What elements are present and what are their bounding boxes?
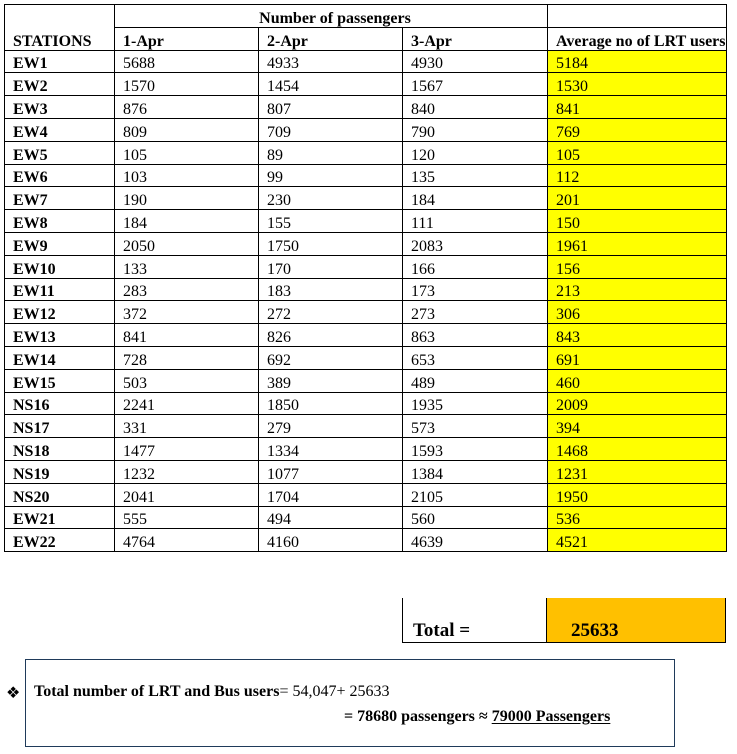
station-cell: EW13 (5, 324, 115, 347)
station-cell: EW9 (5, 232, 115, 255)
average-cell: 1950 (548, 483, 727, 506)
date-header-3: 3-Apr (403, 27, 548, 50)
summary-rounded: 79000 Passengers (491, 708, 611, 725)
stations-header: STATIONS (5, 5, 115, 51)
station-cell: EW2 (5, 73, 115, 96)
apr3-cell: 1593 (403, 438, 548, 461)
table-row (5, 118, 727, 141)
summary-line-2 (344, 708, 610, 726)
average-cell: 460 (548, 369, 727, 392)
apr2-cell: 1750 (259, 232, 403, 255)
apr3-cell: 135 (403, 164, 548, 187)
average-cell: 105 (548, 141, 727, 164)
station-cell: NS20 (5, 483, 115, 506)
table-row (5, 415, 727, 438)
table-row (5, 187, 727, 210)
date-header-2: 2-Apr (259, 27, 403, 50)
average-cell: 841 (548, 96, 727, 119)
apr2-cell: 4160 (259, 529, 403, 552)
apr3-cell: 1384 (403, 460, 548, 483)
station-cell: NS17 (5, 415, 115, 438)
table-row (5, 529, 727, 552)
apr3-cell: 653 (403, 346, 548, 369)
date-header-1: 1-Apr (115, 27, 259, 50)
average-cell: 156 (548, 255, 727, 278)
diamond-bullet-icon: ❖ (6, 683, 21, 702)
table-row (5, 96, 727, 119)
table-row (5, 210, 727, 233)
apr3-cell: 573 (403, 415, 548, 438)
apr3-cell: 4930 (403, 50, 548, 73)
table-row (5, 324, 727, 347)
apr1-cell: 2241 (115, 392, 259, 415)
summary-note (25, 659, 675, 747)
station-cell: EW8 (5, 210, 115, 233)
station-cell: EW3 (5, 96, 115, 119)
apr3-cell: 489 (403, 369, 548, 392)
header-row-1 (5, 5, 727, 28)
summary-label: Total number of LRT and Bus users (34, 683, 280, 700)
apr1-cell: 1232 (115, 460, 259, 483)
total-label: Total = (413, 620, 471, 641)
average-header: Average no of LRT users (548, 27, 727, 50)
station-cell: EW12 (5, 301, 115, 324)
apr2-cell: 272 (259, 301, 403, 324)
apr1-cell: 2041 (115, 483, 259, 506)
apr1-cell: 1570 (115, 73, 259, 96)
apr2-cell: 183 (259, 278, 403, 301)
apr3-cell: 2083 (403, 232, 548, 255)
average-cell: 843 (548, 324, 727, 347)
table-row (5, 438, 727, 461)
apr2-cell: 89 (259, 141, 403, 164)
apr2-cell: 692 (259, 346, 403, 369)
apr3-cell: 166 (403, 255, 548, 278)
table-row (5, 506, 727, 529)
summary-line-1 (34, 683, 389, 701)
total-label-cell (402, 598, 547, 643)
station-cell: NS19 (5, 460, 115, 483)
apr1-cell: 728 (115, 346, 259, 369)
table-row (5, 460, 727, 483)
table-row (5, 392, 727, 415)
apr1-cell: 103 (115, 164, 259, 187)
apr1-cell: 4764 (115, 529, 259, 552)
table-row (5, 141, 727, 164)
station-cell: EW1 (5, 50, 115, 73)
apr3-cell: 840 (403, 96, 548, 119)
average-cell: 4521 (548, 529, 727, 552)
apr2-cell: 1704 (259, 483, 403, 506)
station-cell: EW21 (5, 506, 115, 529)
passengers-group-header: Number of passengers (115, 5, 548, 28)
average-cell: 769 (548, 118, 727, 141)
table-row (5, 483, 727, 506)
apr1-cell: 331 (115, 415, 259, 438)
apr2-cell: 4933 (259, 50, 403, 73)
apr2-cell: 99 (259, 164, 403, 187)
table-row (5, 50, 727, 73)
apr1-cell: 190 (115, 187, 259, 210)
apr2-cell: 807 (259, 96, 403, 119)
average-cell: 2009 (548, 392, 727, 415)
station-cell: EW4 (5, 118, 115, 141)
apr2-cell: 170 (259, 255, 403, 278)
apr2-cell: 230 (259, 187, 403, 210)
summary-sum: = 54,047+ 25633 (279, 683, 390, 700)
apr3-cell: 273 (403, 301, 548, 324)
apr1-cell: 841 (115, 324, 259, 347)
total-value: 25633 (571, 620, 619, 641)
table-row (5, 73, 727, 96)
apr2-cell: 709 (259, 118, 403, 141)
average-cell: 1231 (548, 460, 727, 483)
apr2-cell: 155 (259, 210, 403, 233)
apr1-cell: 5688 (115, 50, 259, 73)
apr2-cell: 826 (259, 324, 403, 347)
apr3-cell: 184 (403, 187, 548, 210)
apr2-cell: 1334 (259, 438, 403, 461)
apr3-cell: 173 (403, 278, 548, 301)
station-cell: EW10 (5, 255, 115, 278)
average-cell: 1530 (548, 73, 727, 96)
apr3-cell: 111 (403, 210, 548, 233)
average-cell: 201 (548, 187, 727, 210)
apr2-cell: 494 (259, 506, 403, 529)
average-cell: 1961 (548, 232, 727, 255)
total-value-cell (547, 598, 726, 643)
apr1-cell: 2050 (115, 232, 259, 255)
station-cell: NS16 (5, 392, 115, 415)
apr1-cell: 555 (115, 506, 259, 529)
table-row (5, 164, 727, 187)
station-cell: EW5 (5, 141, 115, 164)
apr3-cell: 790 (403, 118, 548, 141)
average-cell: 112 (548, 164, 727, 187)
apr2-cell: 1077 (259, 460, 403, 483)
apr3-cell: 4639 (403, 529, 548, 552)
apr1-cell: 133 (115, 255, 259, 278)
apr3-cell: 1935 (403, 392, 548, 415)
table-row (5, 301, 727, 324)
apr3-cell: 120 (403, 141, 548, 164)
apr2-cell: 1850 (259, 392, 403, 415)
table-row (5, 346, 727, 369)
header-blank-cell (548, 5, 727, 28)
average-cell: 394 (548, 415, 727, 438)
table-row (5, 278, 727, 301)
station-cell: EW15 (5, 369, 115, 392)
apr1-cell: 503 (115, 369, 259, 392)
apr3-cell: 2105 (403, 483, 548, 506)
average-cell: 691 (548, 346, 727, 369)
station-cell: EW14 (5, 346, 115, 369)
station-cell: NS18 (5, 438, 115, 461)
apr1-cell: 283 (115, 278, 259, 301)
apr3-cell: 560 (403, 506, 548, 529)
average-cell: 150 (548, 210, 727, 233)
average-cell: 306 (548, 301, 727, 324)
station-cell: EW22 (5, 529, 115, 552)
apr1-cell: 1477 (115, 438, 259, 461)
table-row (5, 369, 727, 392)
apr3-cell: 863 (403, 324, 548, 347)
average-cell: 213 (548, 278, 727, 301)
summary-result: = 78680 passengers ≈ (344, 708, 492, 725)
apr2-cell: 279 (259, 415, 403, 438)
average-cell: 5184 (548, 50, 727, 73)
average-cell: 536 (548, 506, 727, 529)
station-cell: EW7 (5, 187, 115, 210)
station-cell: EW6 (5, 164, 115, 187)
average-cell: 1468 (548, 438, 727, 461)
station-cell: EW11 (5, 278, 115, 301)
apr3-cell: 1567 (403, 73, 548, 96)
apr1-cell: 184 (115, 210, 259, 233)
table-row (5, 255, 727, 278)
apr2-cell: 389 (259, 369, 403, 392)
apr1-cell: 809 (115, 118, 259, 141)
table-row (5, 232, 727, 255)
apr1-cell: 105 (115, 141, 259, 164)
passenger-table (4, 4, 727, 552)
apr2-cell: 1454 (259, 73, 403, 96)
apr1-cell: 372 (115, 301, 259, 324)
apr1-cell: 876 (115, 96, 259, 119)
